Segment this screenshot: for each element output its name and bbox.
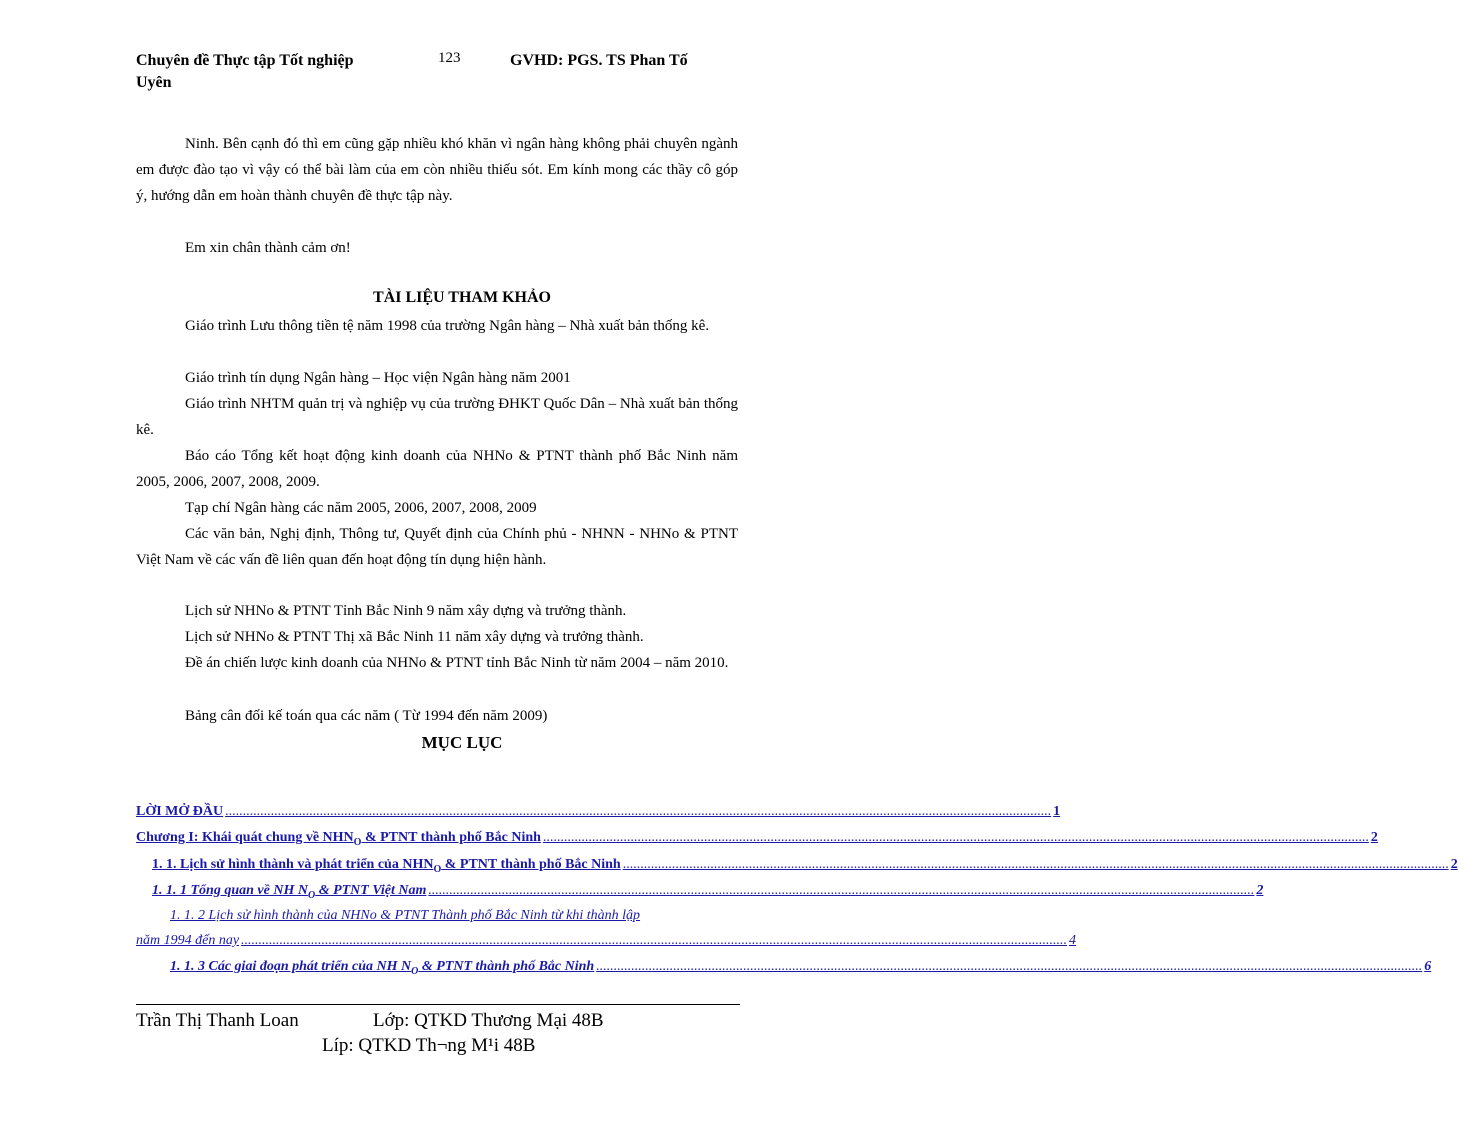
toc-entry-label: LỜI MỞ ĐẦU (136, 804, 224, 819)
toc-leader: ............................................................................................................................................................................................................................................ (622, 857, 1449, 872)
reference-item: Đề án chiến lược kinh doanh của NHNo & PTNT tỉnh Bắc Ninh từ năm 2004 – năm 2010. (185, 655, 729, 671)
toc-entry-1-1-3[interactable] (170, 959, 1432, 977)
toc-leader: ............................................................................................................................................................................................................................................ (225, 804, 1052, 819)
toc-entry-page: 6 (1424, 959, 1432, 974)
toc-entry-label: 1. 1. 1 Tổng quan về NH $N_O$ & PTNT Việt Nam (152, 883, 427, 901)
intro-paragraph: Ninh. Bên cạnh đó thì em cũng gặp nhiều khó khăn vì ngân hàng không phải chuyên ngành em được đào tạo vì vậy có thể bài làm của em còn nhiều thiếu sót. Em kính mong các thầy cô góp ý, hướng dẫn em hoàn thành chuyên đề thực tập này. (136, 136, 738, 204)
toc-entry-label: năm 1994 đến nay (136, 933, 240, 948)
footer-class: Lớp: QTKD Thương Mại 48B (373, 1010, 604, 1031)
thanks-line: Em xin chân thành cảm ơn! (185, 240, 351, 256)
toc-entry-1-1-1[interactable] (152, 883, 1264, 901)
toc-title: MỤC LỤC (421, 733, 503, 752)
toc-entry-page: 1 (1053, 804, 1061, 819)
reference-item: Giáo trình Lưu thông tiền tệ năm 1998 của trường Ngân hàng – Nhà xuất bản thống kê. (185, 318, 710, 334)
toc-entry-label: 1. 1. Lịch sử hình thành và phát triển của $NHN_O$ & PTNT thành phố Bắc Ninh (152, 857, 621, 875)
toc-entry-1-1-2-line2[interactable] (136, 933, 1077, 949)
toc-leader: ............................................................................................................................................................................................................................................ (241, 933, 1068, 948)
toc-leader: ............................................................................................................................................................................................................................................ (596, 959, 1423, 974)
toc-entry-page: 2 (1370, 830, 1378, 845)
reference-item: Báo cáo Tổng kết hoạt động kinh doanh của NHNo & PTNT thành phố Bắc Ninh năm 2005, 2006, 2007, 2008, 2009. (136, 448, 738, 490)
toc-entry-chapter-1[interactable] (136, 830, 1378, 848)
reference-item: Lịch sử NHNo & PTNT Thị xã Bắc Ninh 11 năm xây dựng và trưởng thành. (185, 629, 644, 645)
toc-entry-label: 1. 1. 3 Các giai đoạn phát triển của NH $N_O$ & PTNT thành phố Bắc Ninh (170, 959, 595, 977)
header-right: GVHD: PGS. TS Phan Tố (510, 52, 688, 69)
reference-item: Lịch sử NHNo & PTNT Tỉnh Bắc Ninh 9 năm xây dựng và trưởng thành. (185, 603, 627, 619)
toc-entry-page: 4 (1069, 933, 1077, 948)
footer-class-garbled: Líp: QTKD Th¬ng M¹i 48B (322, 1035, 536, 1056)
header-left-continued: Uyên (136, 74, 172, 91)
toc-leader: ............................................................................................................................................................................................................................................ (428, 883, 1255, 898)
toc-leader: ............................................................................................................................................................................................................................................ (542, 830, 1369, 845)
toc-entry-label: Chương I: Khái quát chung về $NHN_O$ & PTNT thành phố Bắc Ninh (136, 830, 541, 848)
reference-item: Giáo trình NHTM quản trị và nghiệp vụ của trường ĐHKT Quốc Dân – Nhà xuất bản thống kê. (136, 396, 738, 438)
footer-author: Trần Thị Thanh Loan (136, 1010, 299, 1031)
reference-item: Tạp chí Ngân hàng các năm 2005, 2006, 2007, 2008, 2009 (185, 500, 537, 516)
reference-item: Giáo trình tín dụng Ngân hàng – Học viện Ngân hàng năm 2001 (185, 370, 571, 386)
toc-entry-1-1-2-line1[interactable]: 1. 1. 2 Lịch sử hình thành của NHNo & PTNT Thành phố Bắc Ninh từ khi thành lập (170, 908, 641, 923)
header-left: Chuyên đề Thực tập Tốt nghiệp (136, 52, 354, 69)
toc-entry-page: 2 (1450, 857, 1458, 872)
references-title: TÀI LIỆU THAM KHẢO (373, 289, 551, 306)
page-number: 123 (438, 50, 461, 66)
reference-item: Các văn bản, Nghị định, Thông tư, Quyết định của Chính phủ - NHNN - NHNo & PTNT Việt Nam về các vấn đề liên quan đến hoạt động tín dụng hiện hành. (136, 526, 738, 568)
toc-entry-intro[interactable] (136, 804, 1061, 820)
footer-rule (136, 1004, 740, 1005)
reference-item: Bảng cân đối kế toán qua các năm ( Từ 1994 đến năm 2009) (185, 708, 548, 724)
toc-entry-1-1[interactable] (152, 857, 1458, 875)
toc-entry-page: 2 (1256, 883, 1264, 898)
